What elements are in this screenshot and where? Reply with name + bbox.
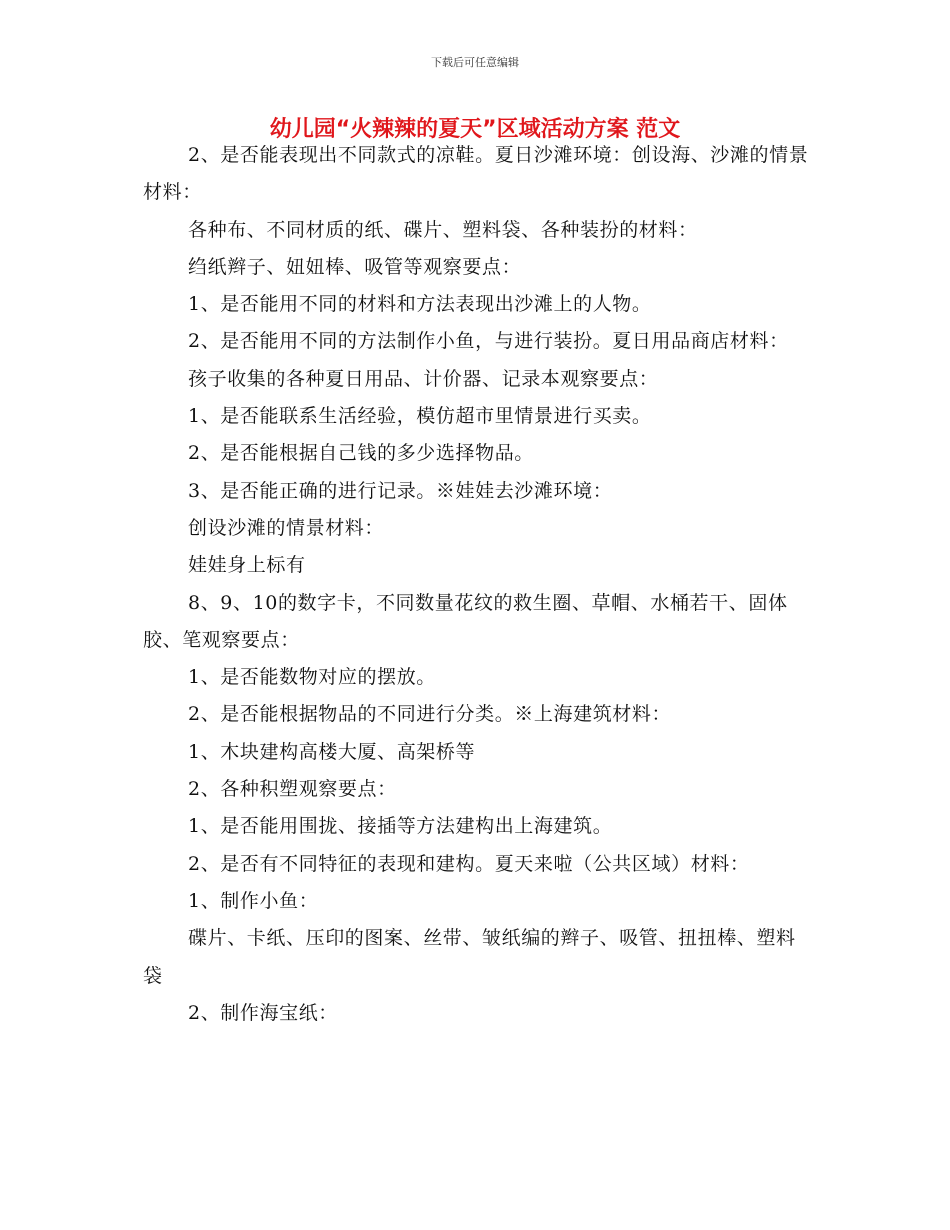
paragraph: 1、是否能数物对应的摆放。 [188,666,436,689]
paragraph: 1、是否能用不同的材料和方法表现出沙滩上的人物。 [188,293,652,316]
paragraph: 2、是否能用不同的方法制作小鱼，与进行装扮。夏日用品商店材料： [188,330,789,353]
header-note: 下载后可任意编辑 [431,56,519,69]
paragraph: 2、是否能根据物品的不同进行分类。※上海建筑材料： [188,703,672,726]
paragraph: 创设沙滩的情景材料： [188,516,385,539]
paragraph: 1、是否能用围拢、接插等方法建构出上海建筑。 [188,815,613,838]
paragraph: 2、是否有不同特征的表现和建构。夏天来啦（公共区域）材料： [188,852,750,875]
paragraph: 各种布、不同材质的纸、碟片、塑料袋、各种装扮的材料： [188,218,698,241]
paragraph: 3、是否能正确的进行记录。※娃娃去沙滩环境： [188,479,613,502]
paragraph: 2、各种积塑观察要点： [188,778,397,801]
document-body [143,137,811,1032]
document-title: 幼儿园“火辣辣的夏天”区域活动方案 范文 [269,117,681,142]
paragraph: 娃娃身上标有 [188,554,306,577]
paragraph: 1、制作小鱼： [188,889,319,912]
paragraph: 碟片、卡纸、压印的图案、丝带、皱纸编的辫子、吸管、扭扭棒、塑料袋 [143,927,796,987]
paragraph: 绉纸辫子、妞妞棒、吸管等观察要点： [188,255,522,278]
paragraph: 2、是否能根据自己钱的多少选择物品。 [188,442,534,465]
paragraph: 1、是否能联系生活经验，模仿超市里情景进行买卖。 [188,405,652,428]
paragraph: 2、制作海宝纸： [188,1001,338,1024]
paragraph: 8、9、10的数字卡，不同数量花纹的救生圈、草帽、水桶若干、固体胶、笔观察要点： [143,591,788,651]
paragraph: 1、木块建构高楼大厦、高架桥等 [188,740,476,763]
paragraph: 2、是否能表现出不同款式的凉鞋。夏日沙滩环境：创设海、沙滩的情景材料： [143,144,809,204]
paragraph: 孩子收集的各种夏日用品、计价器、记录本观察要点： [188,367,659,390]
